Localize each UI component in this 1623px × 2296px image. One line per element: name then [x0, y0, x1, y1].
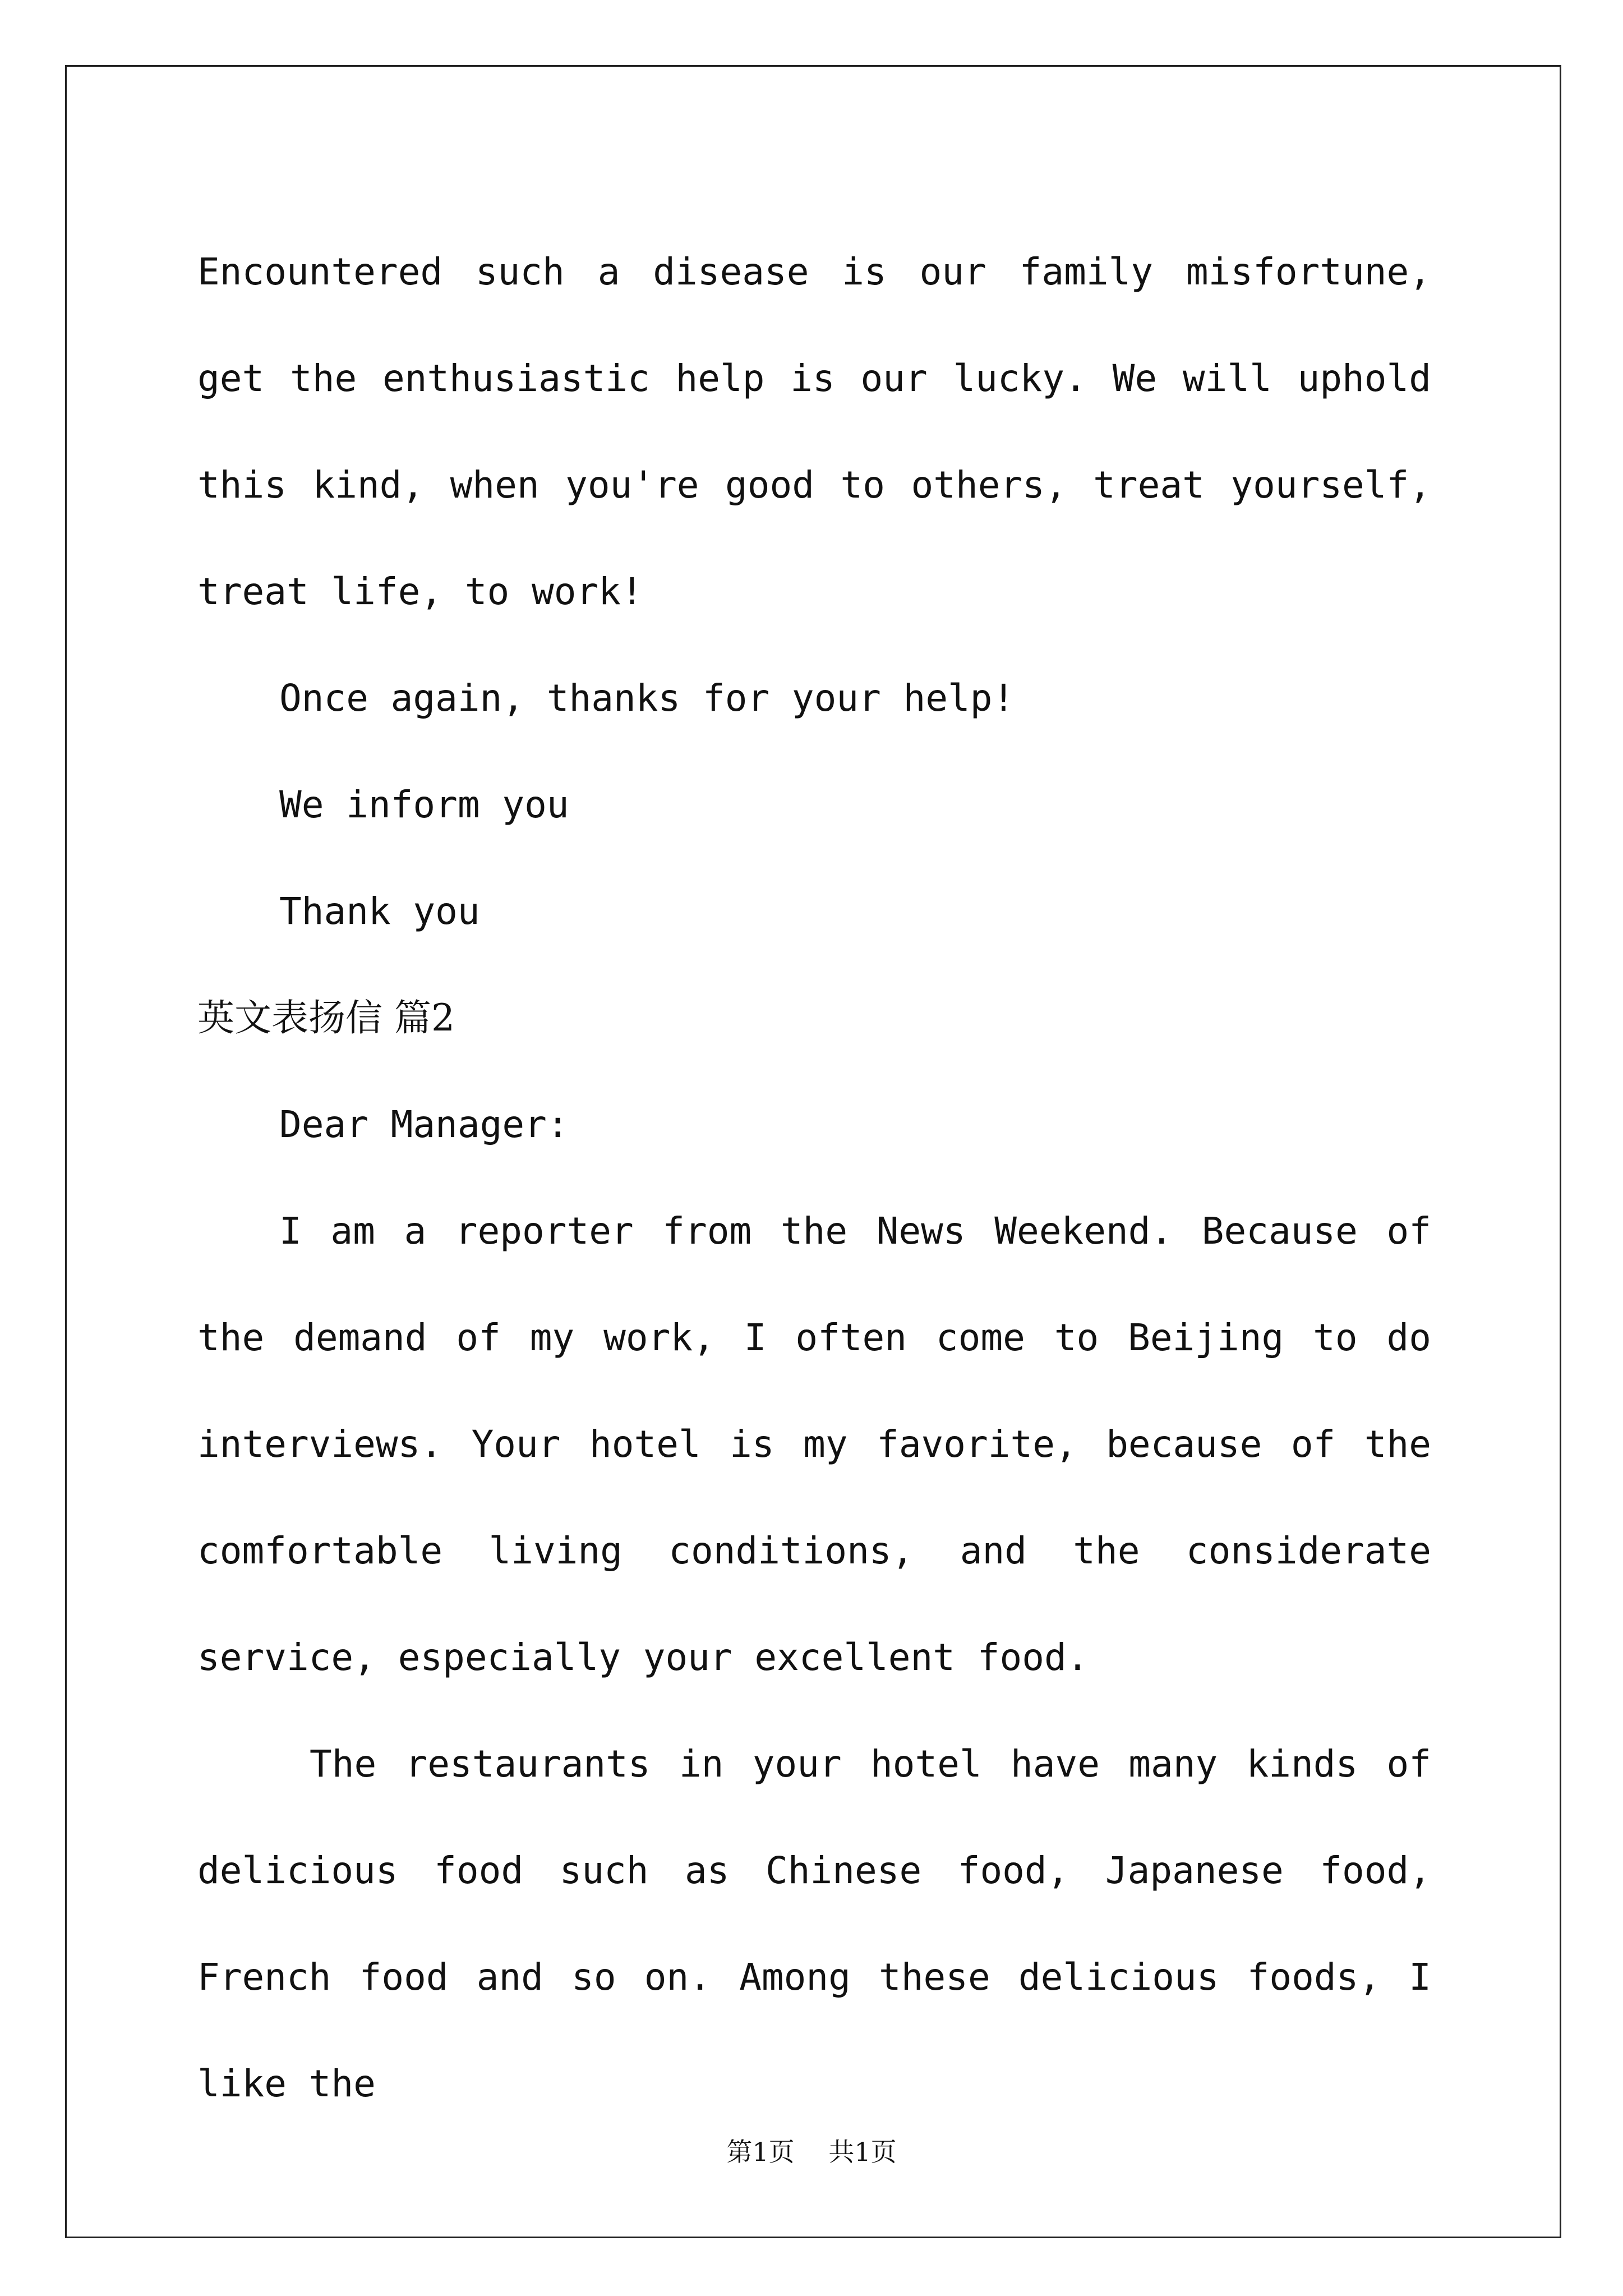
document-body — [197, 219, 1431, 2137]
paragraph-thanks-again: Once again, thanks for your help! — [279, 677, 1015, 720]
section-heading: 英文表扬信 篇2 — [197, 996, 455, 1039]
paragraph-encountered: Encountered such a disease is our family misfortune, get the enthusiastic help is our lucky. We will uphold this kind, when you're good to others, treat yourself, treat life, to work! — [197, 250, 1431, 613]
paragraph-inform: We inform you — [279, 783, 569, 826]
page-number-total: 共1页 — [828, 2137, 897, 2167]
salutation: Dear Manager: — [279, 1103, 569, 1146]
paragraph-restaurants: The restaurants in your hotel have many kinds of delicious food such as Chinese food, Japanese food, French food and so on. Among these delicious foods, I like the — [197, 1742, 1431, 2105]
page-number-current: 第1页 — [726, 2137, 795, 2167]
paragraph-thank-you: Thank you — [279, 890, 480, 933]
page-footer — [0, 2132, 1623, 2169]
paragraph-reporter: I am a reporter from the News Weekend. Because of the demand of my work, I often come to Beijing to do interviews. Your hotel is my favorite, because of the comfortable living conditions, and the considerate service, especially your excellent food. — [197, 1209, 1431, 1679]
